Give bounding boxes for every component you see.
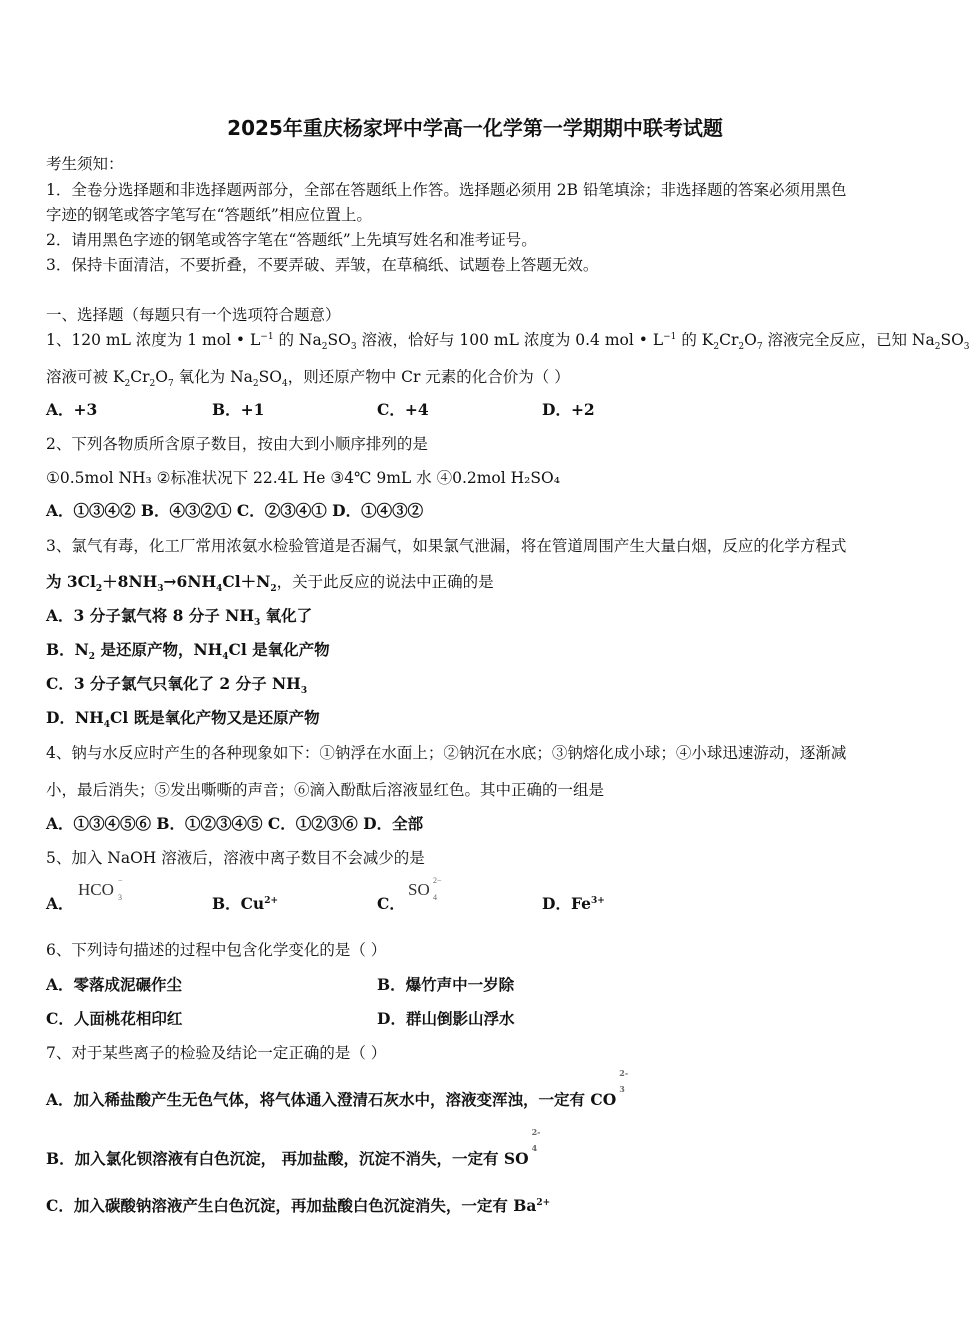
q5-option-c: C． [377, 894, 405, 913]
q7-option-c: C．加入碳酸钠溶液产生白色沉淀，再加盐酸白色沉淀消失，一定有 $Ba^{2+}$ [46, 1196, 551, 1215]
q4-stem-line1: 4、钠与水反应时产生的各种现象如下：①钠浮在水面上；②钠沉在水底；③钠熔化成小球；④小球迅速游动，逐渐减 [46, 744, 847, 762]
q6-option-d: D．群山倒影山浮水 [377, 1009, 515, 1028]
q3-option-a: A．3 分子氯气将 8 分子 $NH_3$ 氧化了 [46, 606, 313, 629]
q1-stem-line2: 溶液可被 $K_2Cr_2O_7$ 氧化为 $Na_2SO_4$，则还原产物中 Cr 元素的化合价为（ ） [46, 368, 570, 390]
q6-option-a: A．零落成泥碾作尘 [46, 975, 183, 994]
notice-line-3: 3．保持卡面清洁，不要折叠，不要弄破、弄皱，在草稿纸、试题卷上答题无效。 [46, 256, 599, 274]
notice-line-1b: 字迹的钢笔或答字笔写在“答题纸”相应位置上。 [46, 206, 372, 224]
q2-options: A．①③④② B．④③②① C．②③④① D．①④③② [46, 501, 424, 520]
q5-option-a-ion: HCO − 3 [78, 876, 123, 902]
q4-options: A．①③④⑤⑥ B．①②③④⑤ C．①②③⑥ D．全部 [46, 814, 424, 833]
page-title: 2025年重庆杨家坪中学高一化学第一学期期中联考试题 [227, 116, 723, 140]
section-heading: 一、选择题（每题只有一个选项符合题意） [46, 306, 341, 324]
q7-option-b: B．加入氯化钡溶液有白色沉淀， 再加盐酸，沉淀不消失，一定有 SO 2- 4 [46, 1127, 541, 1168]
notice-heading: 考生须知： [46, 155, 124, 173]
q3-option-b: B．$N_2$ 是还原产物，$NH_4Cl$ 是氧化产物 [46, 640, 330, 663]
q3-option-c: C．3 分子氯气只氧化了 2 分子 $NH_3$ [46, 674, 308, 697]
q1-option-c: C．+4 [377, 400, 429, 419]
q1-option-a: A．+3 [46, 400, 98, 419]
q4-stem-line2: 小，最后消失；⑤发出嘶嘶的声音；⑥滴入酚酞后溶液显红色。其中正确的一组是 [46, 781, 605, 799]
q6-option-b: B．爆竹声中一岁除 [377, 975, 515, 994]
q7-option-a: A．加入稀盐酸产生无色气体，将气体通入澄清石灰水中，溶液变浑浊，一定有 CO 2- 3 [46, 1068, 629, 1109]
q2-items: ①0.5mol NH₃ ②标准状况下 22.4L He ③4℃ 9mL 水 ④0.2mol H₂SO₄ [46, 469, 560, 487]
q7-stem: 7、对于某些离子的检验及结论一定正确的是（ ） [46, 1044, 387, 1062]
q5-option-d: D．$Fe^{3+}$ [542, 894, 605, 913]
notice-line-1a: 1．全卷分选择题和非选择题两部分，全部在答题纸上作答。选择题必须用 2B 铅笔填涂；非选择题的答案必须用黑色 [46, 181, 847, 199]
q1-stem-line1: 1、120 mL 浓度为 1 mol • $L^{-1}$ 的 $Na_2SO_3$ 溶液，恰好与 100 mL 浓度为 0.4 mol • $L^{-1}$ 的 $K_2Cr_2O_7$ 溶液完全反应，已知 $Na_2SO_3$ [46, 331, 970, 353]
q5-option-c-ion: SO 2− 4 [408, 876, 442, 902]
q6-stem: 6、下列诗句描述的过程中包含化学变化的是（ ） [46, 941, 387, 959]
q5-option-a: A． [46, 894, 74, 913]
q2-stem: 2、下列各物质所含原子数目，按由大到小顺序排列的是 [46, 435, 428, 453]
q3-equation: 为 $3Cl_2+8NH_3\to 6NH_4Cl+N_2$，关于此反应的说法中正确的是 [46, 572, 494, 595]
q3-stem: 3、氯气有毒，化工厂常用浓氨水检验管道是否漏气，如果氯气泄漏，将在管道周围产生大量白烟，反应的化学方程式 [46, 537, 847, 555]
q1-option-b: B．+1 [212, 400, 265, 419]
q3-option-d: D．$NH_4Cl$ 既是氧化产物又是还原产物 [46, 708, 320, 731]
q1-option-d: D．+2 [542, 400, 595, 419]
q5-option-b: B．$Cu^{2+}$ [212, 894, 279, 913]
q6-option-c: C．人面桃花相印红 [46, 1009, 183, 1028]
q5-stem: 5、加入 NaOH 溶液后，溶液中离子数目不会减少的是 [46, 849, 425, 867]
notice-line-2: 2．请用黑色字迹的钢笔或答字笔在“答题纸”上先填写姓名和准考证号。 [46, 231, 537, 249]
